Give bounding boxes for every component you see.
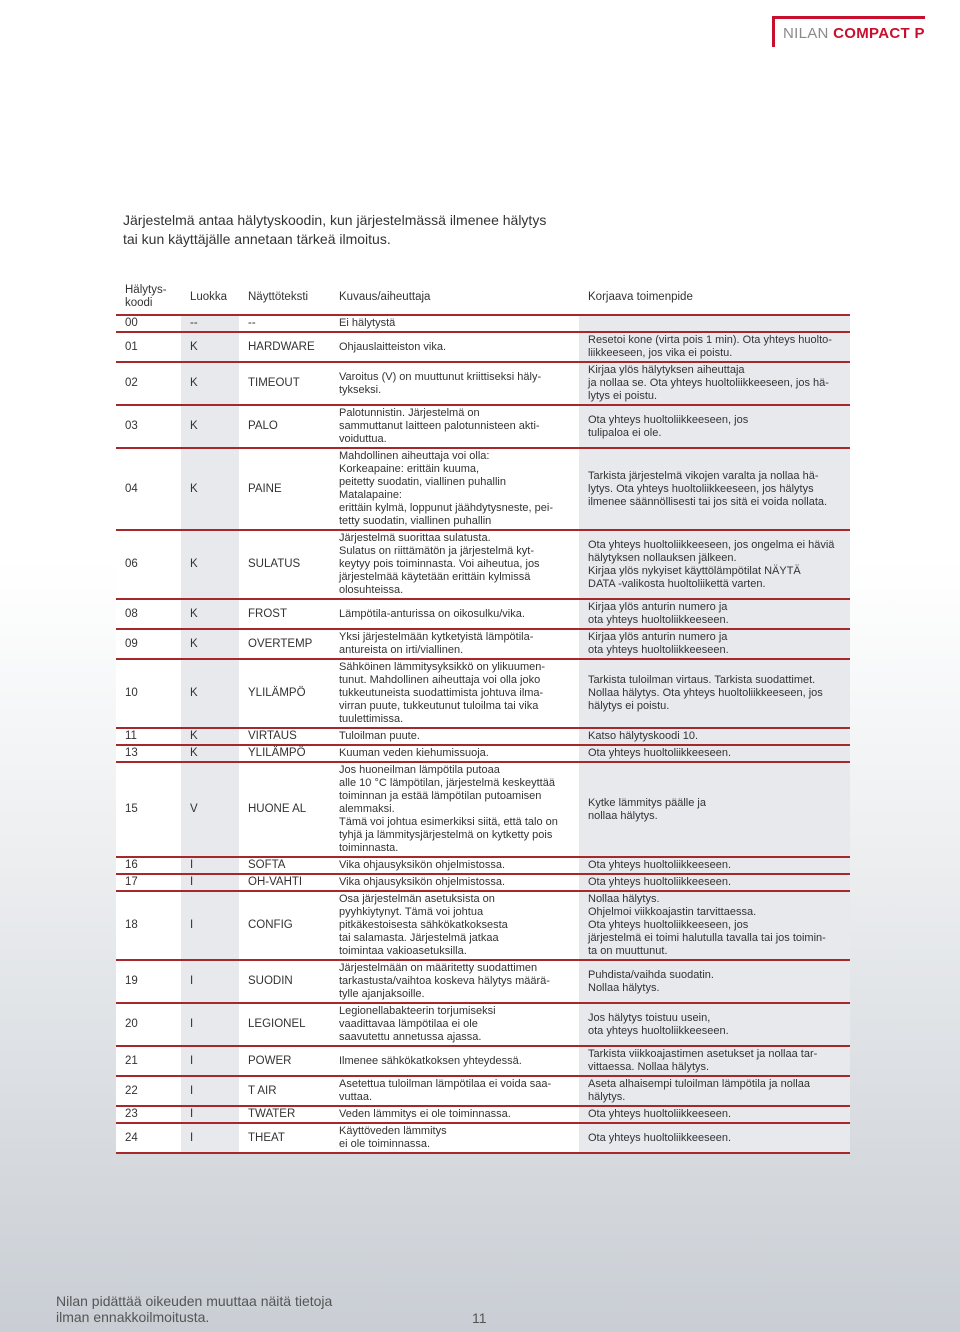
- alarm-description: Kuuman veden kiehumissuoja.: [330, 745, 579, 762]
- table-body: [116, 315, 850, 1153]
- table-row: [116, 891, 850, 960]
- display-text: HUONE AL: [239, 762, 330, 857]
- corrective-action: Tarkista tuloilman virtaus. Tarkista suodattimet. Nollaa hälytys. Ota yhteys huoltoliikkeeseen, jos hälytys ei poistu.: [579, 659, 850, 728]
- header-description: Kuvaus/aiheuttaja: [330, 282, 579, 315]
- corrective-action: Kirjaa ylös hälytyksen aiheuttaja ja nollaa se. Ota yhteys huoltoliikkeeseen, jos hä- lytys ei poistu.: [579, 362, 850, 405]
- alarm-description: Varoitus (V) on muuttunut kriittiseksi häly- tykseksi.: [330, 362, 579, 405]
- display-text: OH-VAHTI: [239, 874, 330, 891]
- alarm-description: Järjestelmä suorittaa sulatusta. Sulatus on riittämätön ja järjestelmä kyt- keytyy pois toiminnasta. Voi aiheutua, jos järjestelmää käytetään erittäin kylmissä olosuhteissa.: [330, 530, 579, 599]
- alarm-description: Vika ohjausyksikön ohjelmistossa.: [330, 874, 579, 891]
- corrective-action: Katso hälytyskoodi 10.: [579, 728, 850, 745]
- alarm-code: 15: [116, 762, 181, 857]
- alarm-code: 03: [116, 405, 181, 448]
- brand-model: COMPACT P: [833, 25, 925, 42]
- corrective-action: Nollaa hälytys. Ohjelmoi viikkoajastin tarvittaessa. Ota yhteys huoltoliikkeeseen, jos järjestelmä ei toimi halutulla tavalla tai jos toimin- ta on muuttunut.: [579, 891, 850, 960]
- corrective-action: Tarkista viikkoajastimen asetukset ja nollaa tar- vittaessa. Nollaa hälytys.: [579, 1046, 850, 1076]
- alarm-code: 11: [116, 728, 181, 745]
- corrective-action: Ota yhteys huoltoliikkeeseen.: [579, 857, 850, 874]
- table-row: [116, 448, 850, 530]
- alarm-code: 21: [116, 1046, 181, 1076]
- alarm-code: 01: [116, 332, 181, 362]
- display-text: HARDWARE: [239, 332, 330, 362]
- alarm-class: K: [181, 745, 239, 762]
- intro-text: Järjestelmä antaa hälytyskoodin, kun järjestelmässä ilmenee hälytys tai kun käyttäjälle annetaan tärkeä ilmoitus.: [123, 212, 547, 247]
- table-row: [116, 629, 850, 659]
- alarm-class: I: [181, 1046, 239, 1076]
- alarm-description: Palotunnistin. Järjestelmä on sammuttanut laitteen palotunnisteen akti- voiduttua.: [330, 405, 579, 448]
- table-row: [116, 362, 850, 405]
- alarm-class: I: [181, 891, 239, 960]
- alarm-code: 18: [116, 891, 181, 960]
- corrective-action: Ota yhteys huoltoliikkeeseen.: [579, 1106, 850, 1123]
- corrective-action: Ota yhteys huoltoliikkeeseen.: [579, 1123, 850, 1153]
- display-text: THEAT: [239, 1123, 330, 1153]
- table-row: [116, 874, 850, 891]
- alarm-code-table: [116, 282, 850, 1154]
- alarm-description: Mahdollinen aiheuttaja voi olla: Korkeapaine: erittäin kuuma, peitetty suodatin, viallinen puhallin Matalapaine: erittäin kylmä, loppunut jäähdytysneste, pei- tetty suodatin, viallinen puhallin: [330, 448, 579, 530]
- alarm-class: I: [181, 857, 239, 874]
- table-row: [116, 857, 850, 874]
- table-row: [116, 1123, 850, 1153]
- alarm-description: Sähköinen lämmitysyksikkö on ylikuumen- tunut. Mahdollinen aiheuttaja voi olla joko tukkeutuneista suodattimista johtuva ilma- virran puute, tukkeutunut tuloilma tai vika tuulettimissa.: [330, 659, 579, 728]
- table-row: [116, 405, 850, 448]
- alarm-description: Osa järjestelmän asetuksista on pyyhkiytynyt. Tämä voi johtua pitkäkestoisesta sähkökatkoksesta tai salamasta. Järjestelmä jatkaa toimintaa vakioasetuksilla.: [330, 891, 579, 960]
- alarm-class: K: [181, 629, 239, 659]
- header-code: Hälytys- koodi: [116, 282, 181, 315]
- corrective-action: Tarkista järjestelmä vikojen varalta ja nollaa hä- lytys. Ota yhteys huoltoliikkeeseen, jos hälytys ilmenee säännöllisesti tai jos sitä ei voida nollata.: [579, 448, 850, 530]
- alarm-code: 22: [116, 1076, 181, 1106]
- corrective-action: Resetoi kone (virta pois 1 min). Ota yhteys huolto- liikkeeseen, jos vika ei poistu.: [579, 332, 850, 362]
- display-text: TWATER: [239, 1106, 330, 1123]
- corrective-action: Ota yhteys huoltoliikkeeseen.: [579, 745, 850, 762]
- alarm-description: Yksi järjestelmään kytketyistä lämpötila- antureista on irti/viallinen.: [330, 629, 579, 659]
- alarm-class: I: [181, 1123, 239, 1153]
- alarm-description: Tuloilman puute.: [330, 728, 579, 745]
- alarm-class: K: [181, 599, 239, 629]
- table-row: [116, 315, 850, 332]
- corrective-action: Ota yhteys huoltoliikkeeseen.: [579, 874, 850, 891]
- table-row: [116, 762, 850, 857]
- brand-logo: [772, 16, 925, 47]
- alarm-class: I: [181, 1003, 239, 1046]
- display-text: OVERTEMP: [239, 629, 330, 659]
- display-text: PAINE: [239, 448, 330, 530]
- alarm-class: I: [181, 1076, 239, 1106]
- table-header-row: [116, 282, 850, 315]
- alarm-class: K: [181, 728, 239, 745]
- header-display-text: Näyttöteksti: [239, 282, 330, 315]
- display-text: YLILÄMPÖ: [239, 745, 330, 762]
- alarm-code: 16: [116, 857, 181, 874]
- corrective-action: Kirjaa ylös anturin numero ja ota yhteys huoltoliikkeeseen.: [579, 629, 850, 659]
- alarm-description: Lämpötila-anturissa on oikosulku/vika.: [330, 599, 579, 629]
- alarm-description: Veden lämmitys ei ole toiminnassa.: [330, 1106, 579, 1123]
- display-text: POWER: [239, 1046, 330, 1076]
- alarm-code: 20: [116, 1003, 181, 1046]
- table-row: [116, 1046, 850, 1076]
- display-text: FROST: [239, 599, 330, 629]
- table-row: [116, 1076, 850, 1106]
- alarm-code: 00: [116, 315, 181, 332]
- alarm-description: Ei hälytystä: [330, 315, 579, 332]
- alarm-code: 09: [116, 629, 181, 659]
- footer-disclaimer: Nilan pidättää oikeuden muuttaa näitä tietoja ilman ennakkoilmoitusta.: [56, 1293, 333, 1325]
- display-text: TIMEOUT: [239, 362, 330, 405]
- alarm-code: 13: [116, 745, 181, 762]
- alarm-class: I: [181, 1106, 239, 1123]
- corrective-action: Aseta alhaisempi tuloilman lämpötila ja nollaa hälytys.: [579, 1076, 850, 1106]
- alarm-class: I: [181, 874, 239, 891]
- display-text: T AIR: [239, 1076, 330, 1106]
- alarm-description: Legionellabakteerin torjumiseksi vaadittavaa lämpötilaa ei ole saavutettu annetussa ajassa.: [330, 1003, 579, 1046]
- alarm-class: I: [181, 960, 239, 1003]
- display-text: --: [239, 315, 330, 332]
- alarm-class: K: [181, 405, 239, 448]
- display-text: VIRTAUS: [239, 728, 330, 745]
- corrective-action: Jos hälytys toistuu usein, ota yhteys huoltoliikkeeseen.: [579, 1003, 850, 1046]
- corrective-action: [579, 315, 850, 332]
- corrective-action: Ota yhteys huoltoliikkeeseen, jos ongelma ei häviä hälytyksen nollauksen jälkeen. Kirjaa ylös nykyiset käyttölämpötilat NÄYTÄ DATA -valikosta huoltoliikettä varten.: [579, 530, 850, 599]
- alarm-code: 06: [116, 530, 181, 599]
- page-number: 11: [472, 1310, 487, 1326]
- display-text: PALO: [239, 405, 330, 448]
- alarm-description: Ilmenee sähkökatkoksen yhteydessä.: [330, 1046, 579, 1076]
- alarm-class: --: [181, 315, 239, 332]
- alarm-code: 17: [116, 874, 181, 891]
- alarm-code: 10: [116, 659, 181, 728]
- table-row: [116, 530, 850, 599]
- table-row: [116, 728, 850, 745]
- alarm-class: K: [181, 332, 239, 362]
- display-text: YLILÄMPÖ: [239, 659, 330, 728]
- display-text: CONFIG: [239, 891, 330, 960]
- display-text: SUODIN: [239, 960, 330, 1003]
- corrective-action: Kirjaa ylös anturin numero ja ota yhteys huoltoliikkeeseen.: [579, 599, 850, 629]
- table-row: [116, 332, 850, 362]
- alarm-class: K: [181, 448, 239, 530]
- alarm-description: Jos huoneilman lämpötila putoaa alle 10 °C lämpötilan, järjestelmä keskeyttää toiminnan ja estää lämpötilan putoamisen alemmaksi. Tämä voi johtua esimerkiksi siitä, että talo on tyhjä ja lämmitysjärjestelmä on kytketty pois toiminnasta.: [330, 762, 579, 857]
- brand-name: NILAN: [783, 25, 829, 42]
- display-text: SULATUS: [239, 530, 330, 599]
- alarm-code: 19: [116, 960, 181, 1003]
- alarm-description: Asetettua tuloilman lämpötilaa ei voida saa- vuttaa.: [330, 1076, 579, 1106]
- corrective-action: Puhdista/vaihda suodatin. Nollaa hälytys.: [579, 960, 850, 1003]
- alarm-code: 23: [116, 1106, 181, 1123]
- alarm-code: 24: [116, 1123, 181, 1153]
- table-row: [116, 960, 850, 1003]
- display-text: LEGIONEL: [239, 1003, 330, 1046]
- table-row: [116, 659, 850, 728]
- alarm-description: Järjestelmään on määritetty suodattimen tarkastusta/vaihtoa koskeva hälytys määrä- tylle ajanjaksoille.: [330, 960, 579, 1003]
- table-row: [116, 1106, 850, 1123]
- alarm-description: Vika ohjausyksikön ohjelmistossa.: [330, 857, 579, 874]
- display-text: SOFTA: [239, 857, 330, 874]
- alarm-description: Käyttöveden lämmitys ei ole toiminnassa.: [330, 1123, 579, 1153]
- alarm-class: V: [181, 762, 239, 857]
- alarm-class: K: [181, 659, 239, 728]
- alarm-class: K: [181, 362, 239, 405]
- table-row: [116, 1003, 850, 1046]
- alarm-description: Ohjauslaitteiston vika.: [330, 332, 579, 362]
- header-class: Luokka: [181, 282, 239, 315]
- alarm-code: 04: [116, 448, 181, 530]
- corrective-action: Kytke lämmitys päälle ja nollaa hälytys.: [579, 762, 850, 857]
- table-row: [116, 599, 850, 629]
- alarm-class: K: [181, 530, 239, 599]
- corrective-action: Ota yhteys huoltoliikkeeseen, jos tulipaloa ei ole.: [579, 405, 850, 448]
- alarm-code: 08: [116, 599, 181, 629]
- table-row: [116, 745, 850, 762]
- alarm-code: 02: [116, 362, 181, 405]
- header-corrective-action: Korjaava toimenpide: [579, 282, 850, 315]
